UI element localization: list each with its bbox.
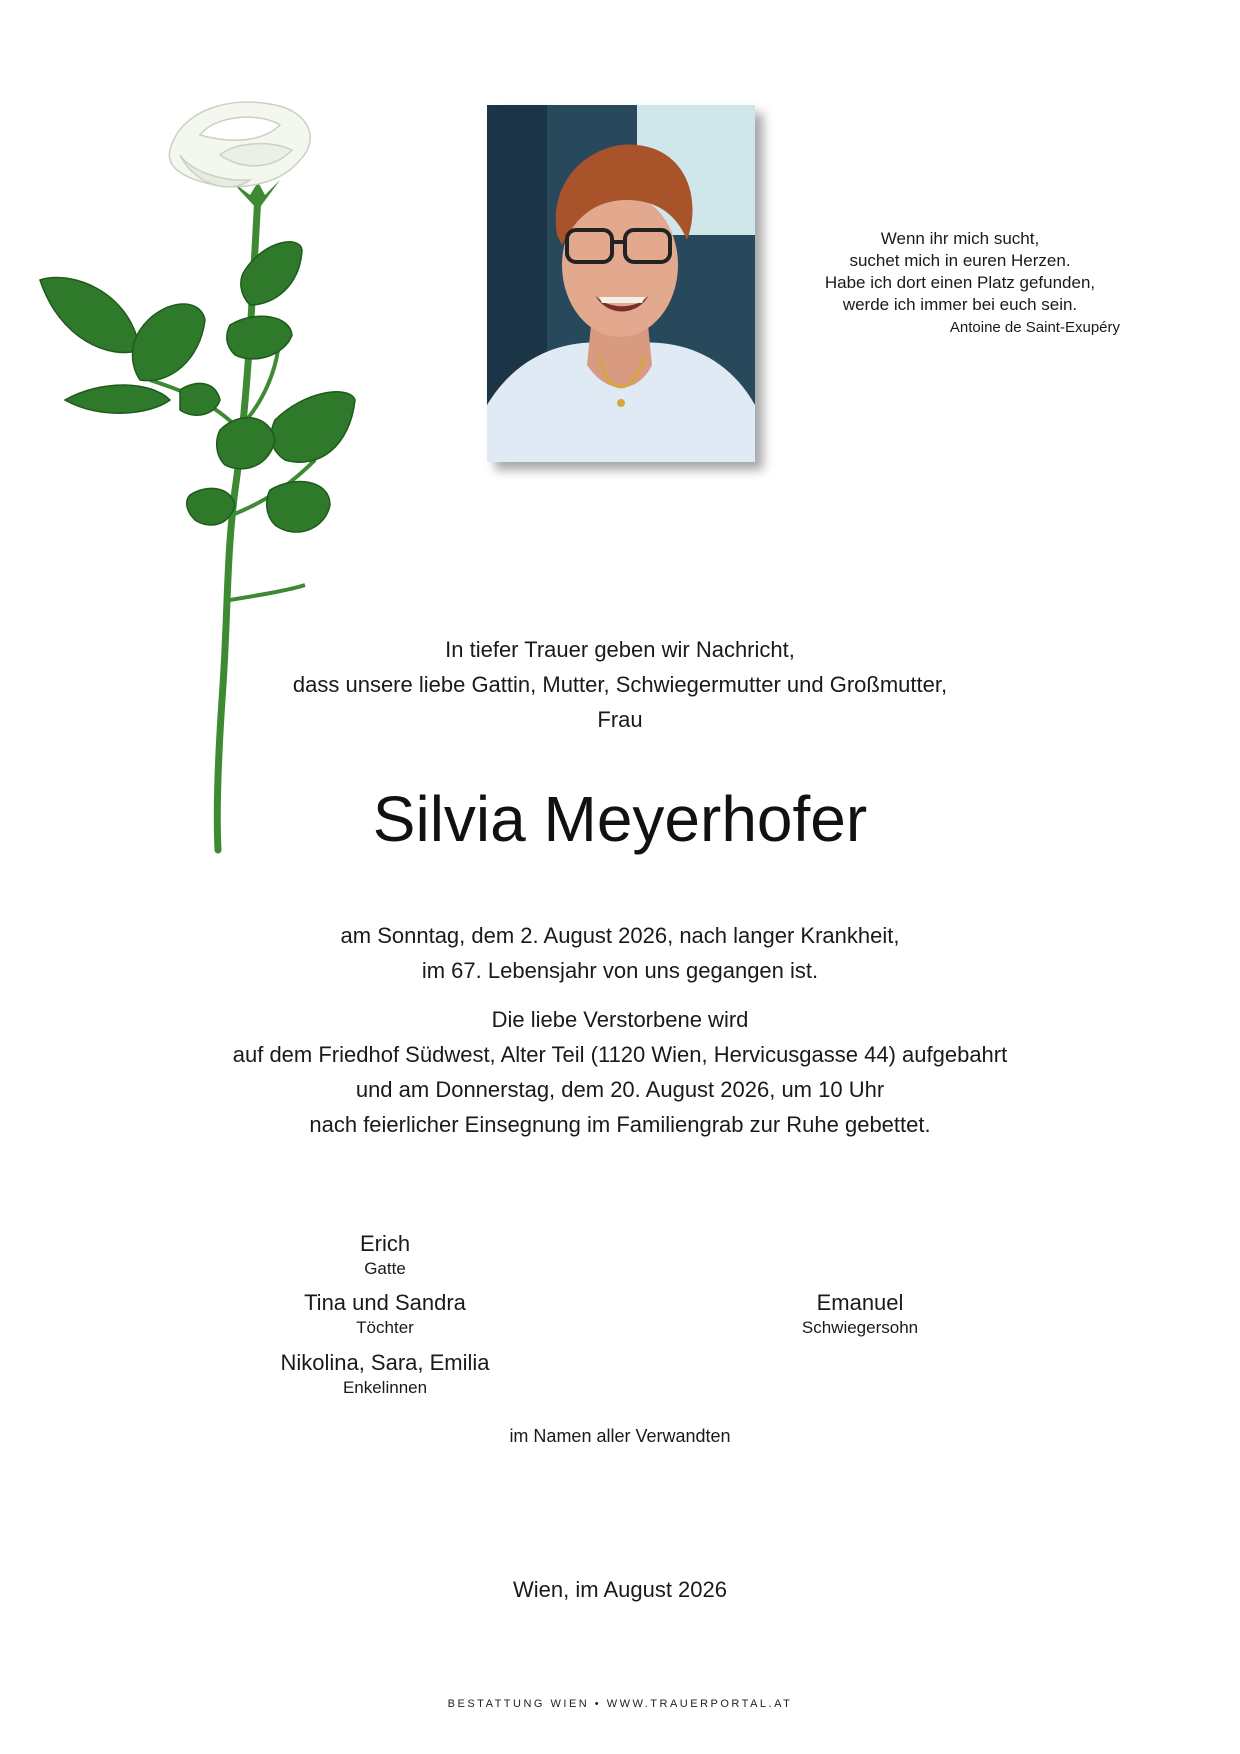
quote-author: Antoine de Saint-Exupéry — [949, 319, 1120, 336]
relatives-note: im Namen aller Verwandten — [509, 1426, 731, 1446]
white-rose-illustration — [30, 100, 410, 860]
deceased-name: Silvia Meyerhofer — [372, 783, 868, 855]
quote-line: werde ich immer bei euch sein. — [842, 295, 1078, 314]
passing-text — [0, 918, 1240, 988]
funeral-details — [0, 1002, 1240, 1142]
family-member-role: Töchter — [356, 1318, 414, 1337]
passing-line: am Sonntag, dem 2. August 2026, nach langer Krankheit, — [340, 923, 900, 948]
family-member — [235, 1289, 535, 1339]
family-member — [235, 1349, 535, 1399]
quote-block — [790, 228, 1130, 316]
funeral-line: und am Donnerstag, dem 20. August 2026, um 10 Uhr — [355, 1077, 885, 1102]
announcement-intro — [0, 632, 1240, 737]
quote-line: Wenn ihr mich sucht, — [880, 229, 1040, 248]
family-member-name: Emanuel — [816, 1290, 904, 1315]
passing-line: im 67. Lebensjahr von uns gegangen ist. — [421, 958, 819, 983]
family-member — [710, 1289, 1010, 1339]
family-member-name: Nikolina, Sara, Emilia — [280, 1350, 490, 1375]
funeral-line: nach feierlicher Einsegnung im Familiengrab zur Ruhe gebettet. — [309, 1112, 931, 1137]
intro-line: Frau — [597, 707, 643, 732]
funeral-line: auf dem Friedhof Südwest, Alter Teil (1120 Wien, Hervicusgasse 44) aufgebahrt — [232, 1042, 1008, 1067]
place-date: Wien, im August 2026 — [512, 1577, 727, 1602]
family-member-role: Gatte — [364, 1259, 406, 1278]
footer-publisher: BESTATTUNG WIEN • WWW.TRAUERPORTAL.AT — [447, 1698, 793, 1710]
family-member — [235, 1230, 535, 1280]
intro-line: dass unsere liebe Gattin, Mutter, Schwiegermutter und Großmutter, — [292, 672, 948, 697]
family-member-name: Tina und Sandra — [304, 1290, 466, 1315]
intro-line: In tiefer Trauer geben wir Nachricht, — [445, 637, 795, 662]
family-member-name: Erich — [359, 1231, 411, 1256]
portrait-photo — [487, 105, 755, 462]
family-member-role: Schwiegersohn — [801, 1318, 919, 1337]
quote-line: Habe ich dort einen Platz gefunden, — [824, 273, 1096, 292]
funeral-line: Die liebe Verstorbene wird — [491, 1007, 749, 1032]
quote-line: suchet mich in euren Herzen. — [849, 251, 1071, 270]
family-member-role: Enkelinnen — [342, 1378, 428, 1397]
